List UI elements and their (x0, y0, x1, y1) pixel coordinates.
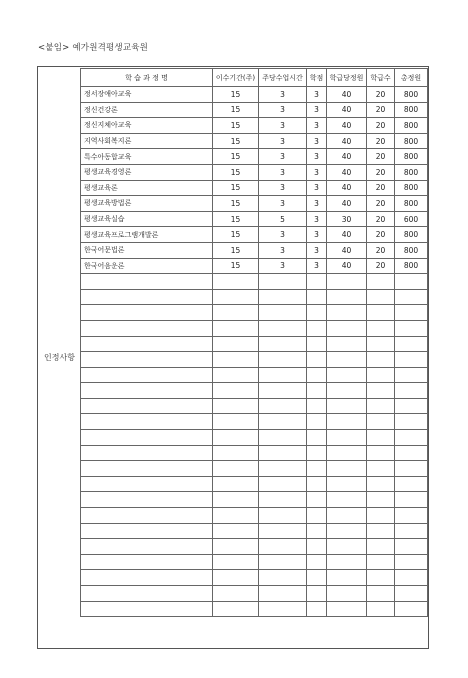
credits-cell (307, 336, 327, 352)
total-cell (395, 414, 428, 430)
course-table (80, 68, 428, 617)
table-row (81, 133, 428, 149)
credits-cell (307, 492, 327, 508)
table-row (81, 87, 428, 103)
class-size-cell: 40 (327, 180, 367, 196)
total-cell: 600 (395, 211, 428, 227)
class-count-cell (367, 445, 395, 461)
class-size-cell: 40 (327, 164, 367, 180)
course-name-cell: 지역사회복지론 (81, 133, 213, 149)
header-class-count: 학급수 (367, 69, 395, 87)
course-name-cell: 평생교육론 (81, 180, 213, 196)
credits-cell (307, 570, 327, 586)
weekly-hours-cell: 3 (259, 196, 307, 212)
class-count-cell: 20 (367, 180, 395, 196)
total-cell: 800 (395, 149, 428, 165)
class-size-cell: 40 (327, 118, 367, 134)
class-size-cell: 40 (327, 196, 367, 212)
class-size-cell (327, 336, 367, 352)
class-count-cell: 20 (367, 164, 395, 180)
course-name-cell (81, 492, 213, 508)
period-cell: 15 (213, 87, 259, 103)
weekly-hours-cell (259, 508, 307, 524)
class-count-cell (367, 352, 395, 368)
empty-row (81, 461, 428, 477)
empty-row (81, 570, 428, 586)
total-cell: 800 (395, 102, 428, 118)
class-size-cell (327, 476, 367, 492)
class-size-cell (327, 492, 367, 508)
weekly-hours-cell: 3 (259, 180, 307, 196)
total-cell: 800 (395, 196, 428, 212)
credits-cell: 3 (307, 149, 327, 165)
class-count-cell: 20 (367, 242, 395, 258)
table-row (81, 258, 428, 274)
credits-cell (307, 274, 327, 290)
course-name-cell: 특수아동합교육 (81, 149, 213, 165)
total-cell (395, 554, 428, 570)
course-name-cell (81, 508, 213, 524)
period-cell: 15 (213, 258, 259, 274)
credits-cell (307, 320, 327, 336)
side-label: 인정사항 (44, 353, 75, 362)
class-size-cell: 40 (327, 258, 367, 274)
period-cell (213, 383, 259, 399)
weekly-hours-cell (259, 554, 307, 570)
class-size-cell (327, 601, 367, 617)
credits-cell (307, 398, 327, 414)
class-size-cell (327, 586, 367, 602)
period-cell (213, 445, 259, 461)
period-cell (213, 601, 259, 617)
total-cell: 800 (395, 87, 428, 103)
period-cell (213, 320, 259, 336)
empty-row (81, 445, 428, 461)
period-cell (213, 508, 259, 524)
course-name-cell: 한국어문법론 (81, 242, 213, 258)
credits-cell (307, 305, 327, 321)
credits-cell (307, 461, 327, 477)
credits-cell (307, 367, 327, 383)
course-name-cell (81, 320, 213, 336)
weekly-hours-cell: 5 (259, 211, 307, 227)
class-size-cell (327, 352, 367, 368)
class-count-cell: 20 (367, 102, 395, 118)
course-name-cell: 한국어음운론 (81, 258, 213, 274)
period-cell (213, 398, 259, 414)
period-cell (213, 414, 259, 430)
period-cell (213, 476, 259, 492)
period-cell: 15 (213, 149, 259, 165)
weekly-hours-cell: 3 (259, 227, 307, 243)
class-size-cell: 40 (327, 87, 367, 103)
period-cell (213, 367, 259, 383)
total-cell: 800 (395, 180, 428, 196)
class-size-cell (327, 570, 367, 586)
course-name-cell: 평생교육경영론 (81, 164, 213, 180)
class-count-cell (367, 586, 395, 602)
class-size-cell (327, 414, 367, 430)
total-cell (395, 601, 428, 617)
credits-cell: 3 (307, 164, 327, 180)
empty-row (81, 414, 428, 430)
weekly-hours-cell (259, 476, 307, 492)
credits-cell: 3 (307, 227, 327, 243)
period-cell (213, 539, 259, 555)
period-cell: 15 (213, 180, 259, 196)
credits-cell: 3 (307, 196, 327, 212)
empty-row (81, 476, 428, 492)
period-cell: 15 (213, 242, 259, 258)
period-cell (213, 523, 259, 539)
period-cell (213, 461, 259, 477)
class-size-cell (327, 539, 367, 555)
header-course-name: 학 습 과 정 명 (81, 69, 213, 87)
weekly-hours-cell: 3 (259, 258, 307, 274)
total-cell (395, 336, 428, 352)
header-class-size: 학급당정원 (327, 69, 367, 87)
class-size-cell (327, 461, 367, 477)
period-cell: 15 (213, 133, 259, 149)
course-name-cell (81, 274, 213, 290)
class-size-cell: 40 (327, 149, 367, 165)
empty-row (81, 274, 428, 290)
class-count-cell (367, 523, 395, 539)
class-size-cell: 40 (327, 102, 367, 118)
course-name-cell (81, 601, 213, 617)
course-name-cell: 정서장애아교육 (81, 87, 213, 103)
class-size-cell (327, 398, 367, 414)
course-name-cell: 평생교육프로그램개발론 (81, 227, 213, 243)
credits-cell: 3 (307, 133, 327, 149)
class-size-cell (327, 430, 367, 446)
empty-row (81, 398, 428, 414)
period-cell (213, 305, 259, 321)
class-size-cell: 40 (327, 133, 367, 149)
credits-cell: 3 (307, 242, 327, 258)
weekly-hours-cell (259, 367, 307, 383)
credits-cell (307, 383, 327, 399)
class-count-cell: 20 (367, 196, 395, 212)
class-size-cell (327, 523, 367, 539)
class-size-cell (327, 508, 367, 524)
weekly-hours-cell (259, 586, 307, 602)
credits-cell: 3 (307, 258, 327, 274)
class-count-cell (367, 320, 395, 336)
period-cell: 15 (213, 227, 259, 243)
period-cell (213, 570, 259, 586)
empty-row (81, 539, 428, 555)
class-count-cell: 20 (367, 211, 395, 227)
period-cell (213, 289, 259, 305)
weekly-hours-cell (259, 461, 307, 477)
course-name-cell (81, 523, 213, 539)
total-cell (395, 586, 428, 602)
class-count-cell: 20 (367, 87, 395, 103)
credits-cell: 3 (307, 102, 327, 118)
table-row (81, 149, 428, 165)
total-cell: 800 (395, 164, 428, 180)
empty-row (81, 554, 428, 570)
weekly-hours-cell (259, 601, 307, 617)
credits-cell: 3 (307, 87, 327, 103)
period-cell (213, 586, 259, 602)
total-cell (395, 320, 428, 336)
weekly-hours-cell (259, 430, 307, 446)
document-title: <붙임> 예가원격평생교육원 (38, 43, 149, 53)
total-cell: 800 (395, 118, 428, 134)
class-size-cell (327, 383, 367, 399)
class-count-cell (367, 305, 395, 321)
class-count-cell: 20 (367, 118, 395, 134)
credits-cell (307, 601, 327, 617)
period-cell: 15 (213, 164, 259, 180)
header-period: 이수기간(주) (213, 69, 259, 87)
total-cell (395, 430, 428, 446)
weekly-hours-cell: 3 (259, 164, 307, 180)
course-name-cell (81, 414, 213, 430)
class-count-cell (367, 570, 395, 586)
class-count-cell (367, 601, 395, 617)
weekly-hours-cell (259, 492, 307, 508)
course-name-cell: 정신지체아교육 (81, 118, 213, 134)
total-cell: 800 (395, 227, 428, 243)
credits-cell (307, 539, 327, 555)
credits-cell (307, 554, 327, 570)
weekly-hours-cell (259, 352, 307, 368)
class-size-cell (327, 305, 367, 321)
table-row (81, 227, 428, 243)
total-cell (395, 461, 428, 477)
class-size-cell: 30 (327, 211, 367, 227)
empty-row (81, 367, 428, 383)
table-row (81, 242, 428, 258)
total-cell (395, 445, 428, 461)
weekly-hours-cell (259, 523, 307, 539)
empty-row (81, 352, 428, 368)
header-total: 총정원 (395, 69, 428, 87)
credits-cell: 3 (307, 118, 327, 134)
class-count-cell: 20 (367, 227, 395, 243)
weekly-hours-cell: 3 (259, 242, 307, 258)
empty-row (81, 586, 428, 602)
empty-row (81, 336, 428, 352)
class-count-cell (367, 461, 395, 477)
weekly-hours-cell (259, 414, 307, 430)
class-count-cell (367, 539, 395, 555)
total-cell (395, 476, 428, 492)
table-header-row (81, 69, 428, 87)
credits-cell (307, 508, 327, 524)
period-cell: 15 (213, 211, 259, 227)
class-count-cell (367, 430, 395, 446)
credits-cell (307, 289, 327, 305)
empty-row (81, 601, 428, 617)
total-cell (395, 305, 428, 321)
course-name-cell (81, 430, 213, 446)
header-weekly-hours: 주당수업시간 (259, 69, 307, 87)
course-name-cell (81, 476, 213, 492)
class-count-cell (367, 554, 395, 570)
credits-cell (307, 430, 327, 446)
total-cell (395, 523, 428, 539)
course-name-cell (81, 554, 213, 570)
course-name-cell (81, 336, 213, 352)
course-name-cell (81, 539, 213, 555)
header-credits: 학점 (307, 69, 327, 87)
course-name-cell (81, 289, 213, 305)
total-cell: 800 (395, 242, 428, 258)
weekly-hours-cell (259, 539, 307, 555)
total-cell (395, 539, 428, 555)
class-count-cell (367, 398, 395, 414)
credits-cell (307, 414, 327, 430)
class-size-cell (327, 367, 367, 383)
table-row (81, 164, 428, 180)
empty-row (81, 305, 428, 321)
course-name-cell (81, 352, 213, 368)
course-name-cell: 평생교육실습 (81, 211, 213, 227)
course-name-cell (81, 367, 213, 383)
weekly-hours-cell: 3 (259, 87, 307, 103)
credits-cell (307, 523, 327, 539)
class-size-cell: 40 (327, 242, 367, 258)
total-cell (395, 570, 428, 586)
empty-row (81, 508, 428, 524)
course-name-cell (81, 398, 213, 414)
class-count-cell (367, 289, 395, 305)
class-count-cell: 20 (367, 258, 395, 274)
empty-row (81, 289, 428, 305)
weekly-hours-cell: 3 (259, 118, 307, 134)
period-cell (213, 554, 259, 570)
period-cell (213, 274, 259, 290)
credits-cell: 3 (307, 211, 327, 227)
class-count-cell (367, 414, 395, 430)
table-row (81, 196, 428, 212)
class-count-cell (367, 492, 395, 508)
course-name-cell: 평생교육방법론 (81, 196, 213, 212)
credits-cell: 3 (307, 180, 327, 196)
period-cell (213, 336, 259, 352)
course-name-cell (81, 570, 213, 586)
class-size-cell (327, 274, 367, 290)
class-count-cell: 20 (367, 133, 395, 149)
weekly-hours-cell (259, 289, 307, 305)
course-name-cell (81, 383, 213, 399)
total-cell (395, 508, 428, 524)
course-name-cell (81, 305, 213, 321)
total-cell (395, 274, 428, 290)
class-size-cell (327, 320, 367, 336)
empty-row (81, 383, 428, 399)
class-size-cell (327, 554, 367, 570)
class-size-cell (327, 289, 367, 305)
total-cell (395, 492, 428, 508)
course-name-cell (81, 461, 213, 477)
class-count-cell (367, 508, 395, 524)
total-cell (395, 367, 428, 383)
table-row (81, 211, 428, 227)
empty-row (81, 430, 428, 446)
period-cell (213, 430, 259, 446)
table-row (81, 180, 428, 196)
table-row (81, 102, 428, 118)
total-cell: 800 (395, 133, 428, 149)
period-cell (213, 492, 259, 508)
empty-row (81, 523, 428, 539)
weekly-hours-cell: 3 (259, 133, 307, 149)
total-cell (395, 289, 428, 305)
course-name-cell (81, 586, 213, 602)
credits-cell (307, 445, 327, 461)
credits-cell (307, 352, 327, 368)
weekly-hours-cell (259, 274, 307, 290)
weekly-hours-cell: 3 (259, 149, 307, 165)
period-cell: 15 (213, 118, 259, 134)
weekly-hours-cell (259, 570, 307, 586)
total-cell (395, 352, 428, 368)
course-name-cell: 정신건강론 (81, 102, 213, 118)
class-count-cell (367, 383, 395, 399)
weekly-hours-cell (259, 445, 307, 461)
class-count-cell (367, 367, 395, 383)
table-row (81, 118, 428, 134)
total-cell (395, 383, 428, 399)
period-cell: 15 (213, 196, 259, 212)
class-size-cell (327, 445, 367, 461)
period-cell (213, 352, 259, 368)
class-count-cell (367, 336, 395, 352)
class-count-cell (367, 274, 395, 290)
period-cell: 15 (213, 102, 259, 118)
weekly-hours-cell (259, 398, 307, 414)
empty-row (81, 492, 428, 508)
class-size-cell: 40 (327, 227, 367, 243)
class-count-cell (367, 476, 395, 492)
course-name-cell (81, 445, 213, 461)
weekly-hours-cell (259, 336, 307, 352)
credits-cell (307, 586, 327, 602)
weekly-hours-cell (259, 383, 307, 399)
class-count-cell: 20 (367, 149, 395, 165)
weekly-hours-cell (259, 305, 307, 321)
total-cell: 800 (395, 258, 428, 274)
weekly-hours-cell: 3 (259, 102, 307, 118)
credits-cell (307, 476, 327, 492)
empty-row (81, 320, 428, 336)
total-cell (395, 398, 428, 414)
weekly-hours-cell (259, 320, 307, 336)
